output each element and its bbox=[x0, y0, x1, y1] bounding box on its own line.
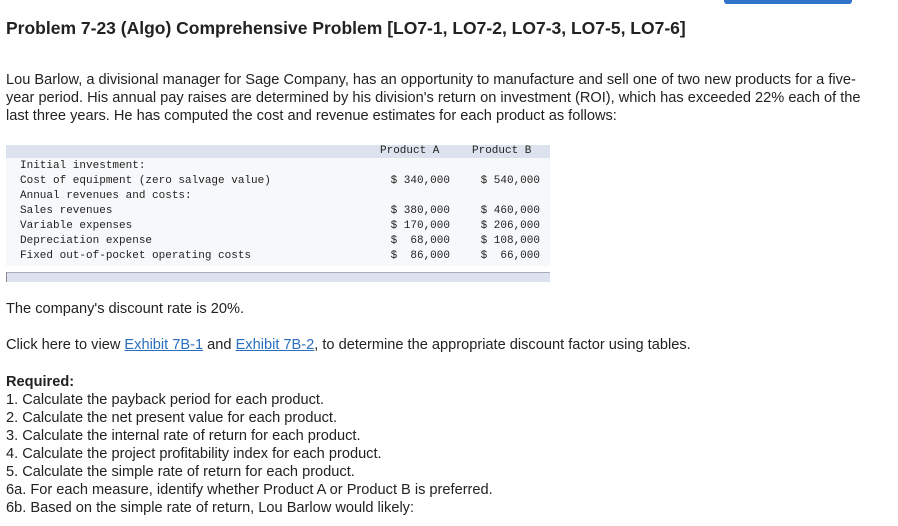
exhibit-7b2-link[interactable]: Exhibit 7B-2 bbox=[235, 337, 315, 353]
row-label: Fixed out-of-pocket operating costs bbox=[20, 250, 252, 262]
top-action-bar[interactable] bbox=[724, 0, 852, 4]
required-item: 6b. Based on the simple rate of return, Lou Barlow would likely: bbox=[6, 500, 415, 516]
required-item: 3. Calculate the internal rate of return for each product. bbox=[6, 428, 361, 444]
text: Click here to view bbox=[6, 337, 125, 353]
exhibit-7b1-link[interactable]: Exhibit 7B-1 bbox=[124, 337, 204, 353]
table-row bbox=[6, 234, 550, 249]
row-label: Annual revenues and costs: bbox=[20, 190, 192, 202]
data-table bbox=[6, 145, 550, 282]
required-item: 1. Calculate the payback period for each product. bbox=[6, 392, 325, 408]
product-a-value: $ 340,000 bbox=[390, 175, 450, 187]
required-item: 5. Calculate the simple rate of return for each product. bbox=[6, 464, 355, 480]
product-b-value: $ 460,000 bbox=[480, 205, 540, 217]
problem-title: Problem 7-23 (Algo) Comprehensive Problem [LO7-1, LO7-2, LO7-3, LO7-5, LO7-6] bbox=[6, 18, 686, 38]
exhibit-instructions bbox=[6, 337, 691, 353]
table-row bbox=[6, 189, 550, 204]
required-heading: Required: bbox=[6, 374, 75, 390]
required-item: 6a. For each measure, identify whether Product A or Product B is preferred. bbox=[6, 482, 493, 498]
table-row bbox=[6, 204, 550, 219]
horizontal-scrollbar[interactable] bbox=[6, 272, 550, 282]
text: , to determine the appropriate discount factor using tables. bbox=[314, 337, 691, 353]
table-row bbox=[6, 159, 550, 174]
header-product-b: Product B bbox=[472, 145, 532, 157]
required-item: 2. Calculate the net present value for each product. bbox=[6, 410, 337, 426]
row-label: Initial investment: bbox=[20, 160, 146, 172]
product-a-value: $ 86,000 bbox=[390, 250, 450, 262]
required-item: 4. Calculate the project profitability index for each product. bbox=[6, 446, 382, 462]
product-b-value: $ 66,000 bbox=[480, 250, 540, 262]
table-header bbox=[6, 145, 550, 158]
table-row bbox=[6, 249, 550, 264]
row-label: Cost of equipment (zero salvage value) bbox=[20, 175, 271, 187]
product-a-value: $ 380,000 bbox=[390, 205, 450, 217]
row-label: Variable expenses bbox=[20, 220, 133, 232]
table-row bbox=[6, 174, 550, 189]
product-a-value: $ 68,000 bbox=[390, 235, 450, 247]
product-a-value: $ 170,000 bbox=[390, 220, 450, 232]
discount-rate-text: The company's discount rate is 20%. bbox=[6, 301, 245, 317]
product-b-value: $ 206,000 bbox=[480, 220, 540, 232]
table-row bbox=[6, 219, 550, 234]
required-section bbox=[6, 373, 493, 517]
text: and bbox=[203, 337, 236, 353]
header-product-a: Product A bbox=[380, 145, 440, 157]
product-b-value: $ 540,000 bbox=[480, 175, 540, 187]
problem-intro: Lou Barlow, a divisional manager for Sage Company, has an opportunity to manufacture and sell one of two new products for a five-year period. His annual pay raises are determined by his division's return on investment (ROI), which has exceeded 22% each of the last three years. He has computed the cost and revenue estimates for each product as follows: bbox=[6, 72, 861, 124]
row-label: Sales revenues bbox=[20, 205, 113, 217]
row-label: Depreciation expense bbox=[20, 235, 153, 247]
product-b-value: $ 108,000 bbox=[480, 235, 540, 247]
